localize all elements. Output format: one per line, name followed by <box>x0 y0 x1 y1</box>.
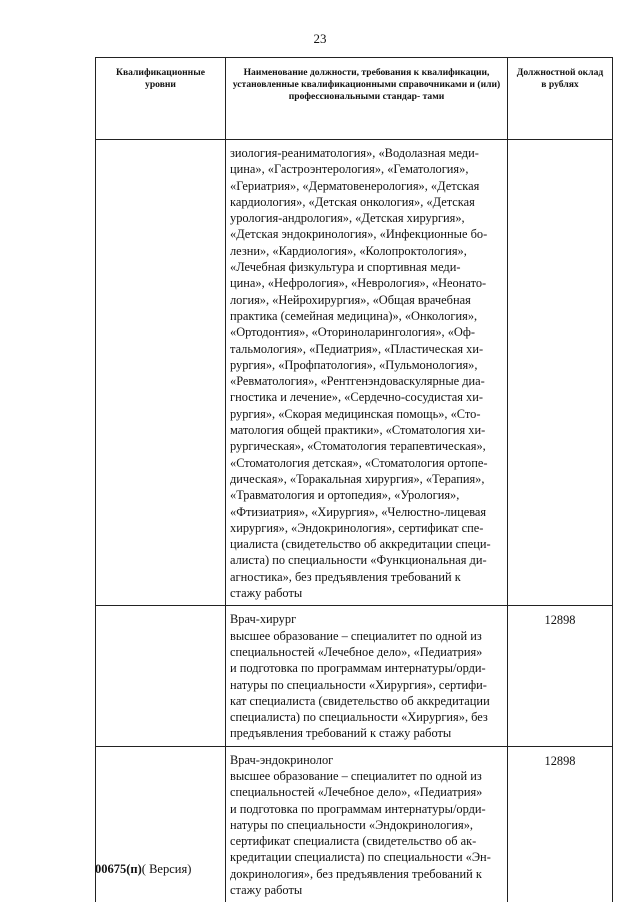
header-salary: Должностной оклад в рублях <box>508 58 613 140</box>
header-position-requirements: Наименование должности, требования к квалификации, установленные квалификационными справочниками и (или) профессиональными стандар- тами <box>226 58 508 140</box>
qualification-table <box>95 57 613 902</box>
level-cell <box>96 606 226 746</box>
table-row <box>96 606 613 746</box>
level-cell <box>96 746 226 902</box>
salary-value: 12898 <box>544 613 576 628</box>
table-row <box>96 746 613 902</box>
salary-cell <box>508 746 613 902</box>
document-version: ( Версия) <box>141 862 192 876</box>
salary-value: 12898 <box>544 753 576 768</box>
table-header-row <box>96 58 613 140</box>
salary-cell <box>508 606 613 746</box>
salary-value <box>508 140 612 147</box>
position-requirements-text: Врач-эндокринолог высшее образование – специалитет по одной из специальностей «Лечебное дело», «Педиатрия» и подготовка по программам интернатуры/орди- натуры по специальности «Эндокринология», сертификат специалиста (свидетельство об ак- кредитации специалиста) по специальности «Эн- докринология», без предъявления требований к стажу работы <box>230 752 491 898</box>
position-requirements-cell <box>226 140 508 606</box>
position-requirements-text: Врач-хирург высшее образование – специалитет по одной из специальностей «Лечебное дело», «Педиатрия» и подготовка по программам интернатуры/орди- натуры по специальности «Хирургия», сертифи- кат специалиста (свидетельство об аккредитации специалиста) по специальности «Хирургия», без предъявления требований к стажу работы <box>230 612 490 741</box>
table-row <box>96 140 613 606</box>
document-code: 00675(п) <box>95 862 142 876</box>
document-footer <box>95 862 191 877</box>
page-number: 23 <box>313 31 327 46</box>
position-requirements-text: зиология-реаниматология», «Водолазная меди- цина», «Гастроэнтерология», «Гематология», «Гериатрия», «Дерматовенерология», «Детская кардиология», «Детская онкология», «Детская урология-андрология», «Детская хирургия», «Детская эндокринология», «Инфекционные бо- лезни», «Кардиология», «Колопроктология», «Лечебная физкультура и спортивная меди- цина», «Нефрология», «Неврология», «Неонато- логия», «Нейрохирургия», «Общая врачебная практика (семейная медицина)», «Онкология», «Ортодонтия», «Оториноларингология», «Оф- тальмология», «Педиатрия», «Пластическая хи- рургия», «Профпатология», «Пульмонология», «Ревматология», «Рентгенэндоваскулярные диа- гностика и лечение», «Сердечно-сосудистая хи- рургия», «Скорая медицинская помощь», «Сто- матология общей практики», «Стоматология хи- рургическая», «Стоматология терапевтическая», «Стоматология детская», «Стоматология ортопе- дическая», «Торакальная хирургия», «Терапия», «Травматология и ортопедия», «Урология», «Фтизиатрия», «Хирургия», «Челюстно-лицевая хирургия», «Эндокринология», сертификат спе- циалиста (свидетельство об аккредитации специ- алиста) по специальности «Функциональная ди- агностика», без предъявления требований к стажу работы <box>230 146 491 601</box>
position-requirements-cell <box>226 606 508 746</box>
salary-cell <box>508 140 613 606</box>
position-requirements-cell <box>226 746 508 902</box>
level-cell <box>96 140 226 606</box>
header-qualification-levels: Квалификационные уровни <box>96 58 226 140</box>
